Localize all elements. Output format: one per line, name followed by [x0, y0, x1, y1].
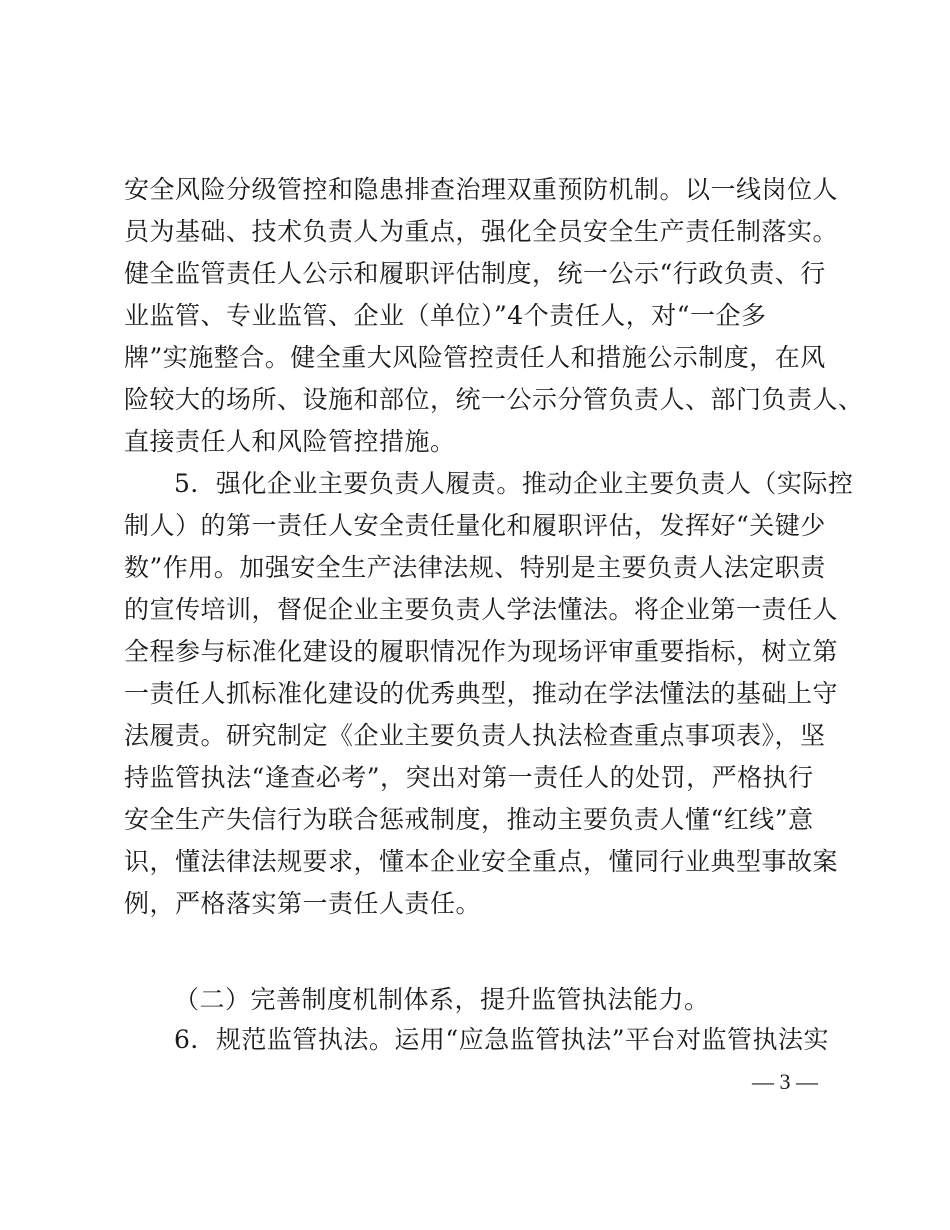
paragraph-line-18: 例，严格落实第一责任人责任。 — [124, 889, 482, 918]
paragraph-line-8: 5．强化企业主要负责人履责。推动企业主要负责人（实际控 — [174, 469, 854, 498]
paragraph-line-12: 全程参与标准化建设的履职情况作为现场评审重要指标，树立第 — [124, 637, 839, 666]
paragraph-line-13: 一责任人抓标准化建设的优秀典型，推动在学法懂法的基础上守 — [124, 679, 839, 708]
paragraph-line-15: 持监管执法“逢查必考”，突出对第一责任人的处罚，严格执行 — [124, 763, 814, 792]
page-number: — 3 — — [752, 1069, 818, 1094]
paragraph-line-5: 牌”实施整合。健全重大风险管控责任人和措施公示制度，在风 — [124, 343, 826, 372]
paragraph-line-9: 制人）的第一责任人安全责任量化和履职评估，发挥好“关键少 — [124, 511, 826, 540]
paragraph-line-14: 法履责。研究制定《企业主要负责人执法检查重点事项表》，坚 — [124, 721, 826, 750]
paragraph-line-7: 直接责任人和风险管控措施。 — [124, 427, 456, 456]
paragraph-line-19: 6．规范监管执法。运用“应急监管执法”平台对监管执法实 — [174, 1025, 829, 1054]
paragraph-line-17: 识，懂法律法规要求，懂本企业安全重点，懂同行业典型事故案 — [124, 847, 839, 876]
paragraph-line-16: 安全生产失信行为联合惩戒制度，推动主要负责人懂“红线”意 — [124, 805, 814, 834]
paragraph-line-10: 数”作用。加强安全生产法律法规、特别是主要负责人法定职责 — [124, 553, 826, 582]
paragraph-line-6: 险较大的场所、设施和部位，统一公示分管负责人、部门负责人、 — [124, 385, 864, 414]
paragraph-line-3: 健全监管责任人公示和履职评估制度，统一公示“行政负责、行 — [124, 259, 826, 288]
paragraph-line-2: 员为基础、技术负责人为重点，强化全员安全生产责任制落实。 — [124, 217, 839, 246]
paragraph-line-11: 的宣传培训，督促企业主要负责人学法懂法。将企业第一责任人 — [124, 595, 839, 624]
section-heading: （二）完善制度机制体系，提升监管执法能力。 — [174, 985, 710, 1014]
paragraph-line-4: 业监管、专业监管、企业（单位）”4个责任人，对“一企多 — [124, 301, 767, 330]
paragraph-line-1: 安全风险分级管控和隐患排查治理双重预防机制。以一线岗位人 — [124, 175, 839, 204]
